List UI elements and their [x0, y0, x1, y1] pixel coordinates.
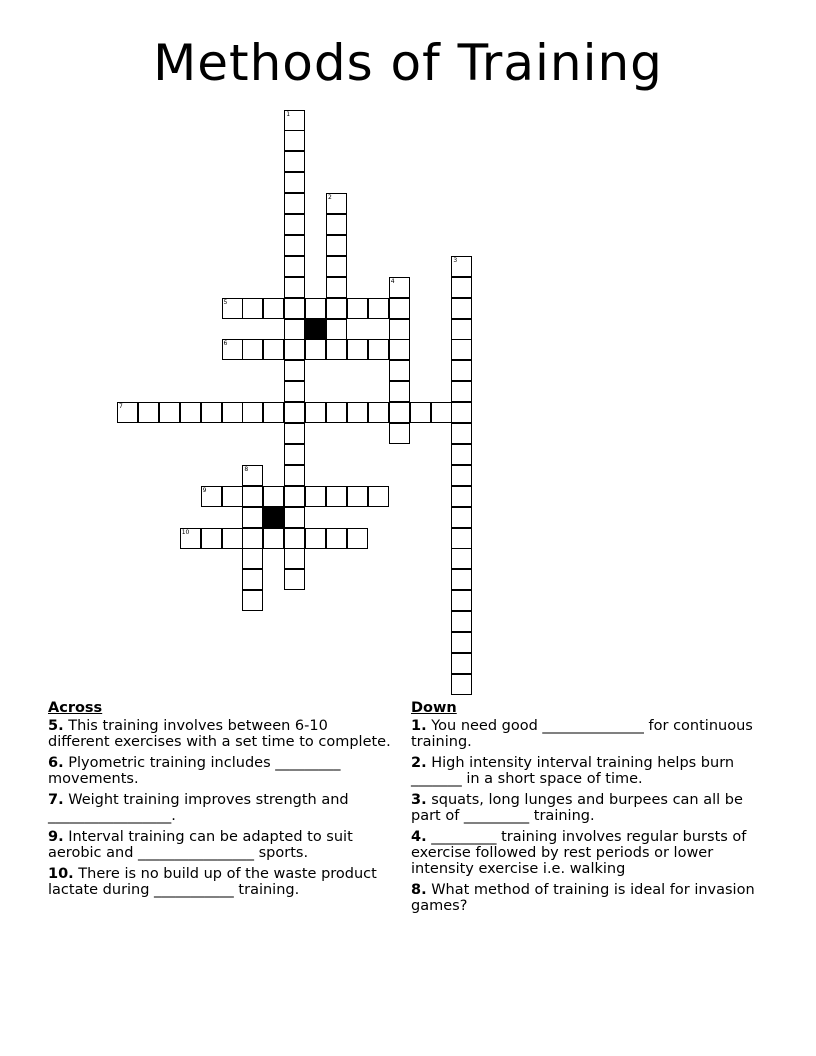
- crossword-cell[interactable]: [222, 339, 243, 360]
- crossword-cell[interactable]: [389, 339, 410, 360]
- crossword-cell[interactable]: [284, 569, 305, 590]
- crossword-cell[interactable]: [326, 277, 347, 298]
- crossword-cell[interactable]: [242, 402, 263, 423]
- crossword-cell[interactable]: [263, 339, 284, 360]
- cell-number: 6: [223, 340, 228, 348]
- cell-number: 2: [328, 194, 332, 202]
- crossword-cell[interactable]: [284, 235, 305, 256]
- crossword-cell[interactable]: [451, 632, 472, 653]
- clue-down-2: [411, 755, 771, 787]
- clue-text: There is no build up of the waste product lactate during ___________ training.: [48, 866, 377, 898]
- cell-number: 8: [244, 465, 249, 473]
- crossword-cell[interactable]: [326, 298, 347, 319]
- crossword-cell[interactable]: [284, 277, 305, 298]
- clue-number: 3.: [411, 792, 427, 808]
- crossword-cell[interactable]: [284, 423, 305, 444]
- crossword-cell[interactable]: [410, 402, 431, 423]
- crossword-cell[interactable]: [222, 298, 243, 319]
- crossword-cell[interactable]: [159, 402, 180, 423]
- crossword-cell[interactable]: [242, 569, 263, 590]
- clue-number: 7.: [48, 792, 64, 808]
- crossword-cell[interactable]: [451, 444, 472, 465]
- crossword-cell[interactable]: [284, 151, 305, 172]
- crossword-cell[interactable]: [242, 465, 263, 486]
- clue-number: 5.: [48, 718, 64, 734]
- crossword-cell[interactable]: [305, 528, 326, 549]
- crossword-cell[interactable]: [284, 339, 305, 360]
- crossword-cell[interactable]: [326, 256, 347, 277]
- crossword-cell[interactable]: [263, 402, 284, 423]
- crossword-cell[interactable]: [389, 360, 410, 381]
- crossword-cell[interactable]: [451, 423, 472, 444]
- clue-down-1: [411, 718, 771, 750]
- crossword-cell[interactable]: [305, 486, 326, 507]
- cell-number: 10: [181, 528, 190, 536]
- crossword-cell[interactable]: [389, 298, 410, 319]
- crossword-cell[interactable]: [451, 465, 472, 486]
- crossword-cell[interactable]: [284, 486, 305, 507]
- crossword-cell[interactable]: [431, 402, 452, 423]
- crossword-cell[interactable]: [451, 611, 472, 632]
- crossword-cell[interactable]: [368, 402, 389, 423]
- crossword-cell[interactable]: [451, 548, 472, 569]
- clue-number: 2.: [411, 755, 427, 771]
- cell-number: 5: [223, 298, 228, 306]
- clue-text: High intensity interval training helps burn _______ in a short space of time.: [411, 755, 735, 787]
- crossword-cell[interactable]: [451, 507, 472, 528]
- crossword-cell[interactable]: [284, 402, 305, 423]
- crossword-cell[interactable]: [284, 193, 305, 214]
- clue-across-7: [48, 792, 393, 824]
- clue-text: squats, long lunges and burpees can all be part of _________ training.: [411, 792, 743, 824]
- crossword-cell[interactable]: [242, 507, 263, 528]
- clue-number: 10.: [48, 866, 74, 882]
- crossword-cell[interactable]: [242, 339, 263, 360]
- crossword-cell[interactable]: [242, 548, 263, 569]
- crossword-cell[interactable]: [242, 528, 263, 549]
- crossword-cell[interactable]: [284, 507, 305, 528]
- crossword-cell[interactable]: [451, 590, 472, 611]
- crossword-cell[interactable]: [389, 277, 410, 298]
- crossword-cell[interactable]: [180, 402, 201, 423]
- crossword-cell[interactable]: [180, 528, 201, 549]
- clue-number: 4.: [411, 829, 427, 845]
- cell-number: 9: [202, 486, 207, 494]
- clue-text: You need good ______________ for continuous training.: [411, 718, 753, 750]
- crossword-cell[interactable]: [451, 277, 472, 298]
- clue-text: What method of training is ideal for invasion games?: [411, 882, 755, 914]
- clue-number: 8.: [411, 882, 427, 898]
- crossword-cell[interactable]: [284, 319, 305, 340]
- crossword-cell[interactable]: [451, 360, 472, 381]
- crossword-cell[interactable]: [263, 298, 284, 319]
- crossword-cell[interactable]: [326, 319, 347, 340]
- crossword-cell[interactable]: [451, 486, 472, 507]
- crossword-cell[interactable]: [326, 486, 347, 507]
- crossword-cell[interactable]: [451, 381, 472, 402]
- crossword-cell[interactable]: [284, 110, 305, 131]
- crossword-cell[interactable]: [305, 298, 326, 319]
- crossword-cell[interactable]: [389, 381, 410, 402]
- crossword-cell[interactable]: [263, 528, 284, 549]
- crossword-cell[interactable]: [326, 235, 347, 256]
- crossword-cell[interactable]: [326, 214, 347, 235]
- crossword-cell[interactable]: [347, 339, 368, 360]
- clue-text: Interval training can be adapted to suit aerobic and ________________ sports.: [48, 829, 353, 861]
- crossword-cell[interactable]: [201, 528, 222, 549]
- crossword-cell[interactable]: [347, 486, 368, 507]
- clue-down-8: [411, 882, 771, 914]
- down-heading: Down: [411, 700, 457, 716]
- crossword-cell[interactable]: [138, 402, 159, 423]
- crossword-cell[interactable]: [284, 381, 305, 402]
- cell-number: 4: [390, 277, 395, 285]
- crossword-cell[interactable]: [451, 674, 472, 695]
- crossword-cell[interactable]: [451, 569, 472, 590]
- crossword-cell[interactable]: [326, 339, 347, 360]
- crossword-cell[interactable]: [242, 298, 263, 319]
- crossword-cell[interactable]: [117, 402, 138, 423]
- crossword-cell[interactable]: [451, 319, 472, 340]
- crossword-cell[interactable]: [222, 402, 243, 423]
- crossword-cell[interactable]: [451, 528, 472, 549]
- clue-text: This training involves between 6-10 different exercises with a set time to complete.: [48, 718, 391, 750]
- clue-across-5: [48, 718, 393, 750]
- clue-number: 9.: [48, 829, 64, 845]
- black-square: [263, 507, 284, 528]
- clue-text: _________ training involves regular bursts of exercise followed by rest periods or lower intensity exercise i.e. walking: [411, 829, 747, 877]
- clue-number: 6.: [48, 755, 64, 771]
- crossword-cell[interactable]: [347, 298, 368, 319]
- crossword-cell[interactable]: [222, 486, 243, 507]
- clue-across-9: [48, 829, 393, 861]
- crossword-cell[interactable]: [389, 319, 410, 340]
- crossword-cell[interactable]: [284, 298, 305, 319]
- clue-text: Plyometric training includes _________ movements.: [48, 755, 341, 787]
- crossword-cell[interactable]: [451, 653, 472, 674]
- crossword-cell[interactable]: [451, 256, 472, 277]
- crossword-cell[interactable]: [326, 402, 347, 423]
- crossword-cell[interactable]: [368, 339, 389, 360]
- crossword-cell[interactable]: [368, 486, 389, 507]
- crossword-cell[interactable]: [284, 256, 305, 277]
- crossword-cell[interactable]: [451, 298, 472, 319]
- crossword-cell[interactable]: [242, 590, 263, 611]
- crossword-cell[interactable]: [242, 486, 263, 507]
- cell-number: 1: [286, 110, 291, 118]
- crossword-cell[interactable]: [368, 298, 389, 319]
- across-clues: [48, 700, 393, 903]
- crossword-cell[interactable]: [284, 130, 305, 151]
- crossword-cell[interactable]: [201, 486, 222, 507]
- cell-number: 7: [119, 403, 123, 411]
- crossword-cell[interactable]: [347, 528, 368, 549]
- crossword-cell[interactable]: [305, 402, 326, 423]
- down-clues: [411, 700, 771, 919]
- crossword-cell[interactable]: [389, 423, 410, 444]
- crossword-cell[interactable]: [222, 528, 243, 549]
- black-square: [305, 319, 326, 340]
- crossword-cell[interactable]: [326, 193, 347, 214]
- clue-number: 1.: [411, 718, 427, 734]
- crossword-cell[interactable]: [284, 548, 305, 569]
- crossword-cell[interactable]: [284, 214, 305, 235]
- crossword-cell[interactable]: [284, 465, 305, 486]
- crossword-cell[interactable]: [326, 528, 347, 549]
- crossword-cell[interactable]: [451, 402, 472, 423]
- page-title: Methods of Training: [153, 34, 663, 92]
- crossword-cell[interactable]: [284, 172, 305, 193]
- clue-down-4: [411, 829, 771, 877]
- crossword-cell[interactable]: [284, 360, 305, 381]
- crossword-cell[interactable]: [201, 402, 222, 423]
- crossword-cell[interactable]: [305, 339, 326, 360]
- crossword-cell[interactable]: [451, 339, 472, 360]
- crossword-cell[interactable]: [389, 402, 410, 423]
- crossword-cell[interactable]: [284, 528, 305, 549]
- crossword-cell[interactable]: [263, 486, 284, 507]
- crossword-cell[interactable]: [347, 402, 368, 423]
- clue-across-6: [48, 755, 393, 787]
- crossword-cell[interactable]: [284, 444, 305, 465]
- clue-across-10: [48, 866, 393, 898]
- clue-down-3: [411, 792, 771, 824]
- clue-text: Weight training improves strength and _________________.: [48, 792, 349, 824]
- across-heading: Across: [48, 700, 103, 716]
- cell-number: 3: [453, 256, 458, 264]
